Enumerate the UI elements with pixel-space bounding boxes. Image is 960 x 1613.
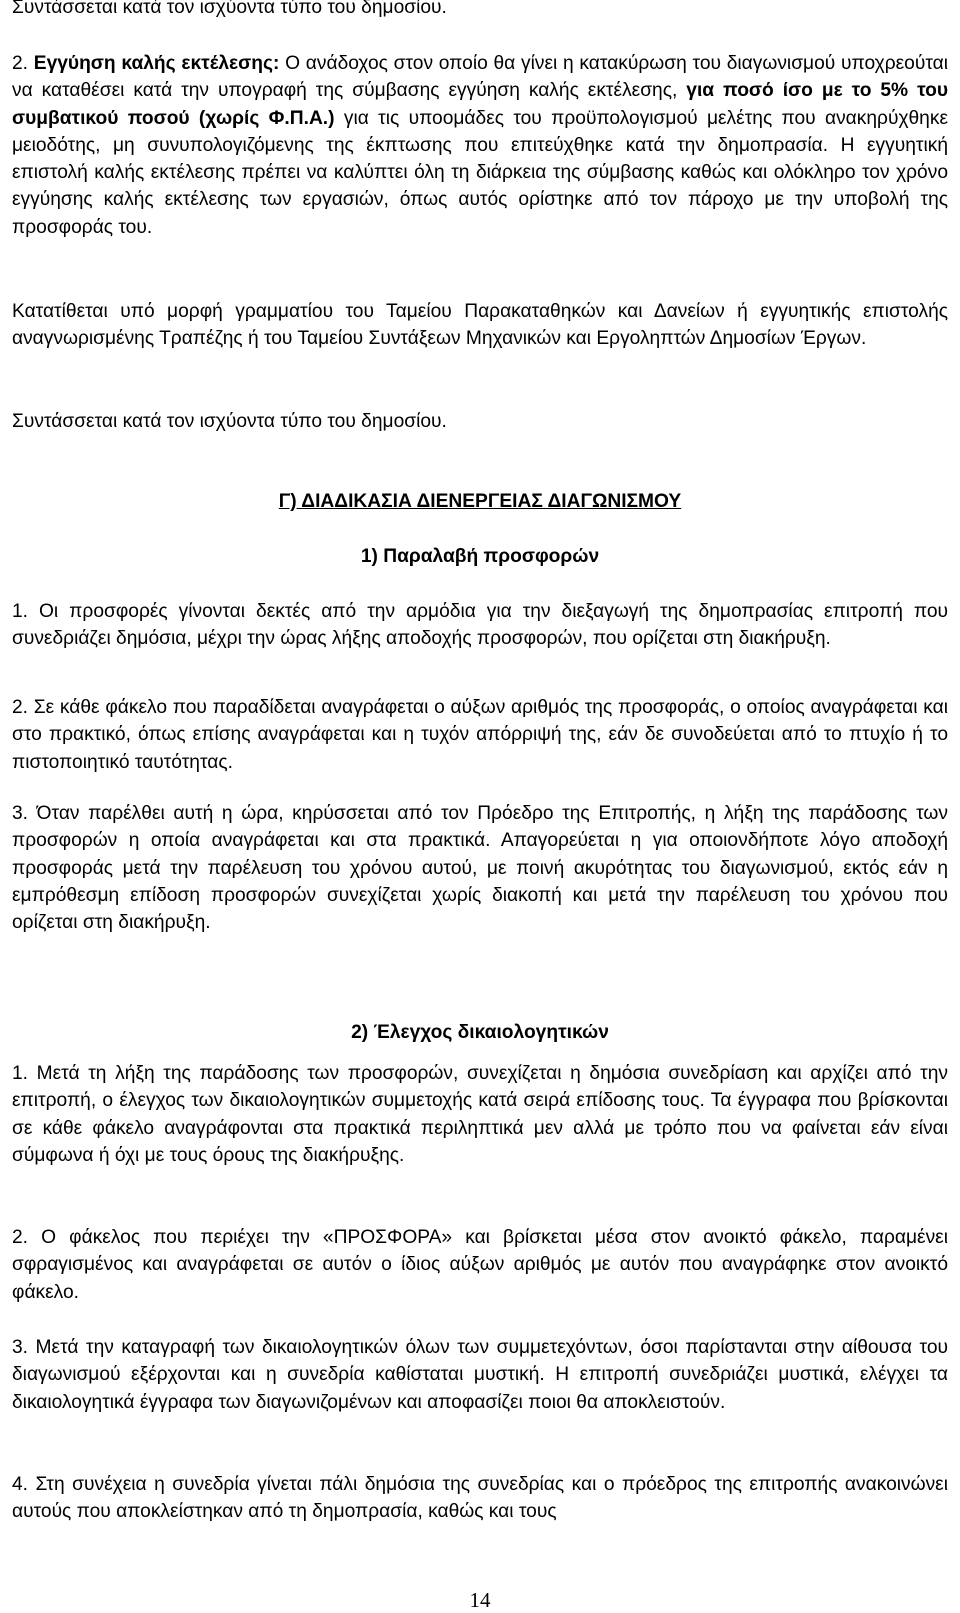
- offers-paragraph-1: 1. Οι προσφορές γίνονται δεκτές από την αρμόδια για την διεξαγωγή της δημοπρασίας επιτροπή που συνεδριάζει δημόσια, μέχρι την ώρας λήξης αποδοχής προσφορών, που ορίζεται στη διακήρυξη.: [12, 601, 948, 650]
- offers-paragraph-2: 2. Σε κάθε φάκελο που παραδίδεται αναγράφεται ο αύξων αριθμός της προσφοράς, ο οποίος αναγράφεται και στο πρακτικό, όπως επίσης αναγράφεται και η τυχόν απόρριψή της, εάν δε συνοδεύεται από το πτυχίο ή το πιστοποιητικό ταυτότητας.: [12, 697, 948, 773]
- documents-paragraph-1: 1. Μετά τη λήξη της παράδοσης των προσφορών, συνεχίζεται η δημόσια συνεδρίαση και αρχίζει από την επιτροπή, ο έλεγχος των δικαιολογητικών συμμετοχής κατά σειρά επίδοσης τους. Τα έγγραφα που βρίσκονται σε κάθε φάκελο αναγράφονται στα πρακτικά περιληπτικά μεν αλλά με τρόπο που να φαίνεται εάν είναι σύμφωνα ή όχι με τους όρους της διακήρυξης.: [12, 1063, 948, 1166]
- documents-paragraph-2: 2. Ο φάκελος που περιέχει την «ΠΡΟΣΦΟΡΑ» και βρίσκεται μέσα στον ανοικτό φάκελο, παραμένει σφραγισμένος και αναγράφεται σε αυτόν ο ίδιος αύξων αριθμός με αυτόν που αναγράφηκε στον ανοικτό φάκελο.: [12, 1227, 948, 1303]
- documents-title: 2) Έλεγχος δικαιολογητικών: [351, 1022, 609, 1043]
- guarantee-text-b: για τις υποομάδες του προϋπολογισμού μελέτης που ανακηρύχθηκε μειοδότης, μη συνυπολογιζόμενης της έκπτωσης που επιτεύχθηκε κατά την δημοπρασία. Η εγγυητική επιστολή καλής εκτέλεσης πρέπει να καλύπτει όλη τη διάρκεια της σύμβασης καθώς και ολόκληρο τον χρόνο εγγύησης καλής εκτέλεσης των εργασιών, όπως αυτός ορίστηκε από τον πάροχο με την υποβολή της προσφοράς του.: [12, 107, 949, 238]
- page-number: 14: [469, 1588, 491, 1612]
- documents-paragraph-4: 4. Στη συνέχεια η συνεδρία γίνεται πάλι δημόσια της συνεδρίας και ο πρόεδρος της επιτροπής ανακοινώνει αυτούς που αποκλείστηκαν από τη δημοπρασία, καθώς και τους: [12, 1474, 948, 1523]
- guarantee-text-a: Ο ανάδοχος στον οποίο θα γίνει η κατακύρωση του διαγωνισμού υποχρεούται να καταθέσει κατά την υπογραφή της σύμβασης εγγύηση καλής εκτέλεσης,: [12, 53, 948, 102]
- offers-paragraph-3: 3. Όταν παρέλθει αυτή η ώρα, κηρύσσεται από τον Πρόεδρο της Επιτροπής, η λήξη της παράδοσης των προσφορών η οποία αναγράφεται και στα πρακτικά. Απαγορεύεται η για οποιονδήποτε λόγο αποδοχή προσφοράς μετά την παρέλευση του χρόνου αυτού, με ποινή ακυρότητας του διαγωνισμού, εκτός εάν η εμπρόθεσμη επίδοση προσφορών συνεχίζεται χωρίς διακοπή και μετά την παρέλευση του χρόνου που ορίζεται στη διακήρυξη.: [12, 803, 948, 934]
- guarantee-bold-amount: για ποσό ίσο με το 5% του συμβατικού ποσού (χωρίς Φ.Π.Α.): [12, 80, 948, 129]
- guarantee-paragraph: [12, 50, 948, 241]
- guarantee-number: 2.: [12, 53, 29, 74]
- guarantee-heading: Εγγύηση καλής εκτέλεσης:: [33, 53, 280, 74]
- deposit-paragraph: Κατατίθεται υπό μορφή γραμματίου του Ταμείου Παρακαταθηκών και Δανείων ή εγγυητικής επιστολής αναγνωρισμένης Τραπέζης ή του Ταμείου Συντάξεων Μηχανικών και Εργοληπτών Δημοσίων Έργων.: [12, 301, 948, 350]
- documents-paragraph-3: 3. Μετά την καταγραφή των δικαιολογητικών όλων των συμμετεχόντων, όσοι παρίστανται στην αίθουσα του διαγωνισμού εξέρχονται και η συνεδρία καθίσταται μυστική. Η επιτροπή συνεδριάζει μυστικά, ελέγχει τα δικαιολογητικά έγγραφα των διαγωνιζομένων και αποφασίζει ποιοι θα αποκλειστούν.: [12, 1337, 948, 1413]
- drafted-line-top: Συντάσσεται κατά τον ισχύοντα τύπο του δημοσίου.: [12, 0, 447, 18]
- offers-title: 1) Παραλαβή προσφορών: [360, 546, 600, 567]
- section-title: Γ) ΔΙΑΔΙΚΑΣΙΑ ΔΙΕΝΕΡΓΕΙΑΣ ΔΙΑΓΩΝΙΣΜΟΥ: [278, 491, 682, 512]
- drafted-line: Συντάσσεται κατά τον ισχύοντα τύπο του δημοσίου.: [12, 411, 447, 432]
